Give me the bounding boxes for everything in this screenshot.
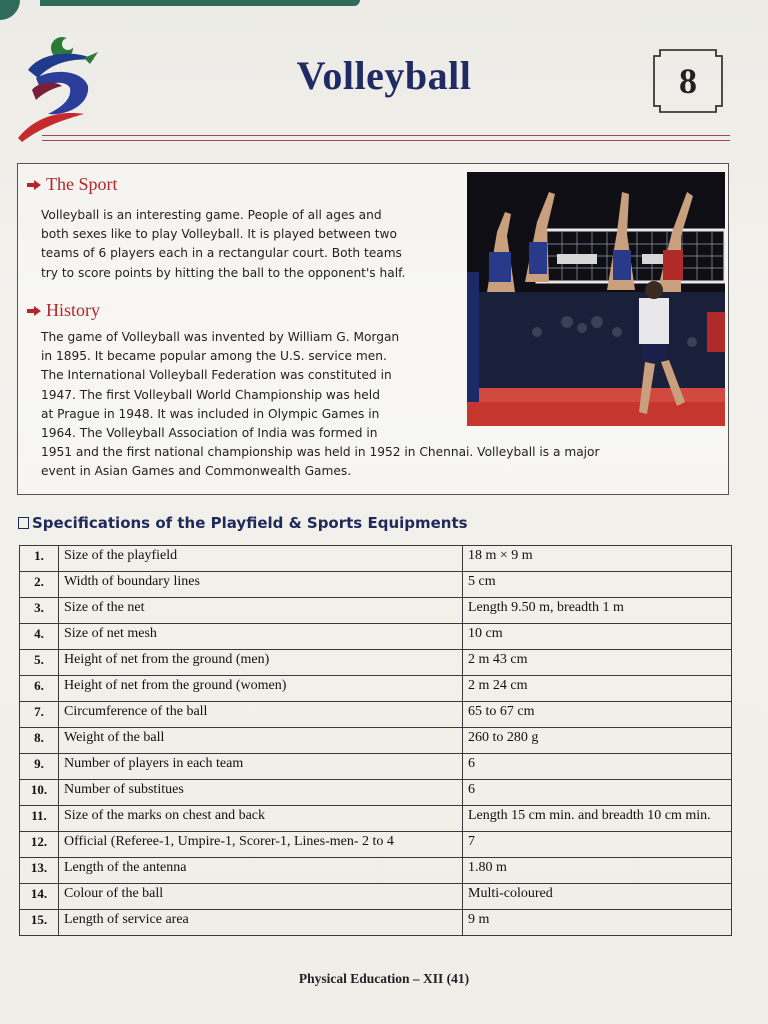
specifications-heading-text: Specifications of the Playfield & Sports Equipments: [32, 514, 468, 532]
arrow-bullet-icon: [27, 306, 41, 316]
row-value: 1.80 m: [463, 858, 732, 884]
row-item: Colour of the ball: [59, 884, 463, 910]
specifications-table: [19, 545, 732, 936]
row-number: 5.: [20, 650, 59, 676]
history-line: in 1895. It became popular among the U.S. service men.: [41, 349, 387, 364]
row-number: 10.: [20, 780, 59, 806]
history-paragraph: [41, 328, 600, 482]
row-number: 7.: [20, 702, 59, 728]
row-item: Number of substitues: [59, 780, 463, 806]
row-number: 9.: [20, 754, 59, 780]
row-number: 2.: [20, 572, 59, 598]
sport-heading: [27, 174, 118, 195]
row-item: Height of net from the ground (men): [59, 650, 463, 676]
history-line: 1964. The Volleyball Association of India was formed in: [41, 426, 378, 441]
history-line: 1947. The first Volleyball World Championship was held: [41, 387, 380, 402]
table-row: [20, 754, 732, 780]
row-item: Length of service area: [59, 910, 463, 936]
row-value: Length 9.50 m, breadth 1 m: [463, 598, 732, 624]
table-row: [20, 780, 732, 806]
table-row: [20, 728, 732, 754]
history-line: at Prague in 1948. It was included in Olympic Games in: [41, 406, 380, 421]
chapter-number-box: [652, 48, 724, 114]
sport-paragraph: [41, 206, 453, 283]
history-heading: [27, 300, 100, 321]
row-number: 3.: [20, 598, 59, 624]
row-item: Weight of the ball: [59, 728, 463, 754]
row-value: 6: [463, 780, 732, 806]
history-line: 1951 and the first national championship was held in 1952 in Chennai. Volleyball is a major: [41, 445, 600, 460]
row-value: 7: [463, 832, 732, 858]
table-row: [20, 858, 732, 884]
row-item: Official (Referee-1, Umpire-1, Scorer-1, Lines-men- 2 to 4: [59, 832, 463, 858]
row-number: 6.: [20, 676, 59, 702]
row-item: Size of the playfield: [59, 546, 463, 572]
header-divider: [42, 135, 730, 141]
sport-line: try to score points by hitting the ball to the opponent's half.: [41, 265, 406, 280]
row-number: 13.: [20, 858, 59, 884]
row-number: 15.: [20, 910, 59, 936]
checkbox-icon: [18, 517, 29, 529]
history-line: The International Volleyball Federation was constituted in: [41, 368, 392, 383]
history-line: The game of Volleyball was invented by William G. Morgan: [41, 330, 400, 344]
top-accent-strip: [40, 0, 360, 6]
table-row: [20, 572, 732, 598]
row-value: 18 m × 9 m: [463, 546, 732, 572]
row-item: Length of the antenna: [59, 858, 463, 884]
table-row: [20, 806, 732, 832]
history-line: event in Asian Games and Commonwealth Games.: [41, 464, 352, 479]
row-item: Size of the net: [59, 598, 463, 624]
row-item: Circumference of the ball: [59, 702, 463, 728]
history-heading-text: History: [46, 300, 100, 320]
row-number: 11.: [20, 806, 59, 832]
table-row: [20, 910, 732, 936]
table-row: [20, 624, 732, 650]
row-number: 4.: [20, 624, 59, 650]
table-row: [20, 598, 732, 624]
row-value: 6: [463, 754, 732, 780]
table-row: [20, 884, 732, 910]
row-item: Size of the marks on chest and back: [59, 806, 463, 832]
row-number: 12.: [20, 832, 59, 858]
row-value: Length 15 cm min. and breadth 10 cm min.: [463, 806, 732, 832]
page-title: Volleyball: [296, 53, 472, 98]
row-number: 14.: [20, 884, 59, 910]
table-row: [20, 702, 732, 728]
row-value: 10 cm: [463, 624, 732, 650]
sport-line: Volleyball is an interesting game. People of all ages and: [41, 208, 382, 222]
row-value: 260 to 280 g: [463, 728, 732, 754]
page-footer: Physical Education – XII (41): [298, 971, 470, 986]
sport-line: both sexes like to play Volleyball. It is played between two: [41, 227, 397, 242]
row-item: Size of net mesh: [59, 624, 463, 650]
row-item: Width of boundary lines: [59, 572, 463, 598]
table-row: [20, 650, 732, 676]
sport-line: teams of 6 players each in a rectangular court. Both teams: [41, 246, 402, 261]
row-value: 9 m: [463, 910, 732, 936]
row-item: Number of players in each team: [59, 754, 463, 780]
row-value: 5 cm: [463, 572, 732, 598]
row-value: 2 m 43 cm: [463, 650, 732, 676]
arrow-bullet-icon: [27, 180, 41, 190]
specifications-heading: [18, 514, 468, 532]
row-value: 65 to 67 cm: [463, 702, 732, 728]
row-item: Height of net from the ground (women): [59, 676, 463, 702]
table-row: [20, 676, 732, 702]
row-value: Multi-coloured: [463, 884, 732, 910]
row-value: 2 m 24 cm: [463, 676, 732, 702]
row-number: 8.: [20, 728, 59, 754]
sport-heading-text: The Sport: [46, 174, 118, 194]
table-row: [20, 546, 732, 572]
volleyball-match-photo: [467, 172, 725, 426]
table-row: [20, 832, 732, 858]
chapter-number: 8: [679, 61, 697, 101]
row-number: 1.: [20, 546, 59, 572]
